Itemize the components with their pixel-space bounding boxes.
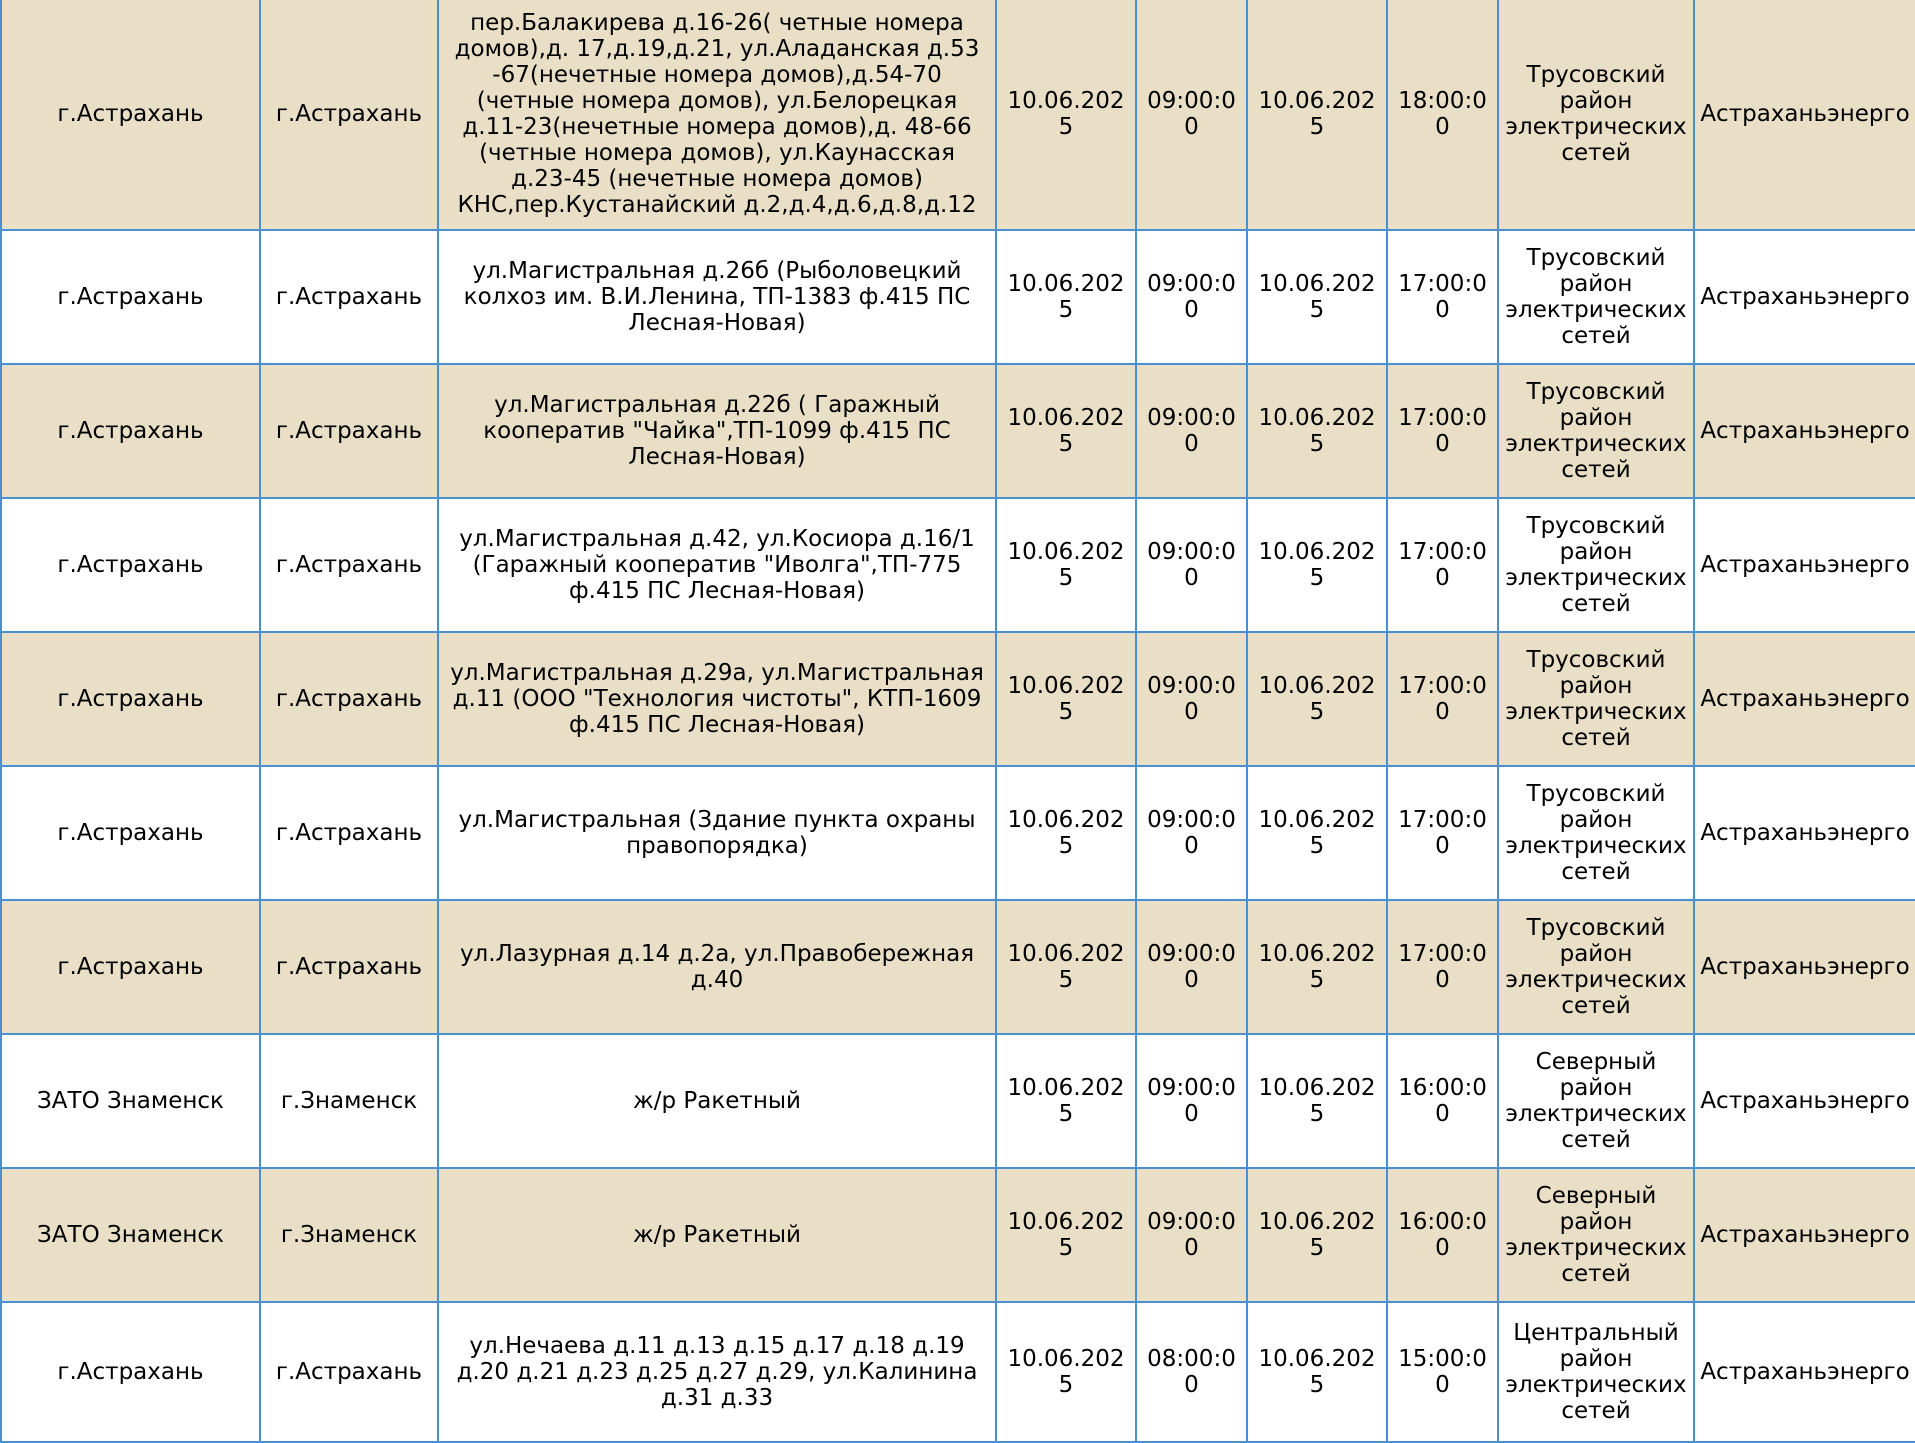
end-date-cell: 10.06.2025 <box>1247 364 1387 498</box>
end-date-cell: 10.06.2025 <box>1247 1302 1387 1442</box>
start-time-cell: 09:00:00 <box>1136 632 1247 766</box>
address-cell: ул.Нечаева д.11 д.13 д.15 д.17 д.18 д.19 д.20 д.21 д.23 д.25 д.27 д.29, ул.Калинина д.31 д.33 <box>438 1302 996 1442</box>
branch-cell: Трусовский район электрических сетей <box>1498 498 1694 632</box>
start-time-cell: 09:00:00 <box>1136 900 1247 1034</box>
organization-cell: Астраханьэнерго <box>1694 632 1915 766</box>
start-time-cell: 09:00:00 <box>1136 364 1247 498</box>
end-time-cell: 15:00:00 <box>1387 1302 1498 1442</box>
end-time-cell: 17:00:00 <box>1387 230 1498 364</box>
district-cell: г.Астрахань <box>1 1302 260 1442</box>
end-date-cell: 10.06.2025 <box>1247 230 1387 364</box>
locality-cell: г.Астрахань <box>260 900 438 1034</box>
district-cell: г.Астрахань <box>1 900 260 1034</box>
table-row <box>1 1034 1915 1168</box>
organization-cell: Астраханьэнерго <box>1694 766 1915 900</box>
organization-cell: Астраханьэнерго <box>1694 230 1915 364</box>
start-time-cell: 09:00:00 <box>1136 0 1247 230</box>
table-row <box>1 900 1915 1034</box>
start-date-cell: 10.06.2025 <box>996 1034 1136 1168</box>
start-time-cell: 09:00:00 <box>1136 230 1247 364</box>
table-row <box>1 364 1915 498</box>
start-date-cell: 10.06.2025 <box>996 1302 1136 1442</box>
locality-cell: г.Астрахань <box>260 0 438 230</box>
branch-cell: Трусовский район электрических сетей <box>1498 0 1694 230</box>
table-row <box>1 766 1915 900</box>
branch-cell: Северный район электрических сетей <box>1498 1168 1694 1302</box>
end-time-cell: 16:00:00 <box>1387 1034 1498 1168</box>
start-date-cell: 10.06.2025 <box>996 900 1136 1034</box>
address-cell: ул.Магистральная д.29а, ул.Магистральная д.11 (ООО "Технология чистоты", КТП-1609 ф.415 ПС Лесная-Новая) <box>438 632 996 766</box>
address-cell: пер.Балакирева д.16-26( четные номера домов),д. 17,д.19,д.21, ул.Аладанская д.53 -67(нечетные номера домов),д.54-70 (четные номера домов), ул.Белорецкая д.11-23(нечетные номера домов),д. 48-66 (четные номера домов), ул.Каунасская д.23-45 (нечетные номера домов) КНС,пер.Кустанайский д.2,д.4,д.6,д.8,д.12 <box>438 0 996 230</box>
end-time-cell: 17:00:00 <box>1387 632 1498 766</box>
start-date-cell: 10.06.2025 <box>996 632 1136 766</box>
end-date-cell: 10.06.2025 <box>1247 498 1387 632</box>
start-date-cell: 10.06.2025 <box>996 1168 1136 1302</box>
district-cell: г.Астрахань <box>1 0 260 230</box>
locality-cell: г.Астрахань <box>260 1302 438 1442</box>
table-row <box>1 230 1915 364</box>
organization-cell: Астраханьэнерго <box>1694 1034 1915 1168</box>
end-time-cell: 17:00:00 <box>1387 364 1498 498</box>
end-date-cell: 10.06.2025 <box>1247 900 1387 1034</box>
start-time-cell: 09:00:00 <box>1136 498 1247 632</box>
end-date-cell: 10.06.2025 <box>1247 1034 1387 1168</box>
table-row <box>1 632 1915 766</box>
branch-cell: Трусовский район электрических сетей <box>1498 632 1694 766</box>
table-row <box>1 1168 1915 1302</box>
address-cell: ж/р Ракетный <box>438 1168 996 1302</box>
locality-cell: г.Астрахань <box>260 364 438 498</box>
start-date-cell: 10.06.2025 <box>996 766 1136 900</box>
organization-cell: Астраханьэнерго <box>1694 1302 1915 1442</box>
start-date-cell: 10.06.2025 <box>996 230 1136 364</box>
locality-cell: г.Знаменск <box>260 1168 438 1302</box>
start-date-cell: 10.06.2025 <box>996 364 1136 498</box>
start-time-cell: 09:00:00 <box>1136 1168 1247 1302</box>
end-time-cell: 17:00:00 <box>1387 766 1498 900</box>
end-time-cell: 16:00:00 <box>1387 1168 1498 1302</box>
table-row <box>1 1302 1915 1442</box>
end-date-cell: 10.06.2025 <box>1247 632 1387 766</box>
branch-cell: Центральный район электрических сетей <box>1498 1302 1694 1442</box>
address-cell: ул.Магистральная д.22б ( Гаражный кооператив "Чайка",ТП-1099 ф.415 ПС Лесная-Новая) <box>438 364 996 498</box>
branch-cell: Трусовский район электрических сетей <box>1498 230 1694 364</box>
address-cell: ул.Магистральная д.26б (Рыболовецкий колхоз им. В.И.Ленина, ТП-1383 ф.415 ПС Лесная-Новая) <box>438 230 996 364</box>
locality-cell: г.Астрахань <box>260 766 438 900</box>
district-cell: ЗАТО Знаменск <box>1 1168 260 1302</box>
organization-cell: Астраханьэнерго <box>1694 900 1915 1034</box>
end-time-cell: 17:00:00 <box>1387 900 1498 1034</box>
locality-cell: г.Знаменск <box>260 1034 438 1168</box>
district-cell: г.Астрахань <box>1 766 260 900</box>
branch-cell: Трусовский район электрических сетей <box>1498 766 1694 900</box>
start-date-cell: 10.06.2025 <box>996 498 1136 632</box>
end-date-cell: 10.06.2025 <box>1247 1168 1387 1302</box>
address-cell: ж/р Ракетный <box>438 1034 996 1168</box>
address-cell: ул.Лазурная д.14 д.2а, ул.Правобережная д.40 <box>438 900 996 1034</box>
start-time-cell: 09:00:00 <box>1136 766 1247 900</box>
organization-cell: Астраханьэнерго <box>1694 498 1915 632</box>
district-cell: г.Астрахань <box>1 364 260 498</box>
branch-cell: Трусовский район электрических сетей <box>1498 364 1694 498</box>
end-date-cell: 10.06.2025 <box>1247 0 1387 230</box>
start-date-cell: 10.06.2025 <box>996 0 1136 230</box>
organization-cell: Астраханьэнерго <box>1694 364 1915 498</box>
address-cell: ул.Магистральная д.42, ул.Косиора д.16/1 (Гаражный кооператив "Иволга",ТП-775 ф.415 ПС Лесная-Новая) <box>438 498 996 632</box>
organization-cell: Астраханьэнерго <box>1694 1168 1915 1302</box>
district-cell: г.Астрахань <box>1 498 260 632</box>
branch-cell: Северный район электрических сетей <box>1498 1034 1694 1168</box>
locality-cell: г.Астрахань <box>260 230 438 364</box>
start-time-cell: 09:00:00 <box>1136 1034 1247 1168</box>
address-cell: ул.Магистральная (Здание пункта охраны правопорядка) <box>438 766 996 900</box>
district-cell: ЗАТО Знаменск <box>1 1034 260 1168</box>
locality-cell: г.Астрахань <box>260 632 438 766</box>
district-cell: г.Астрахань <box>1 632 260 766</box>
table-row <box>1 0 1915 230</box>
start-time-cell: 08:00:00 <box>1136 1302 1247 1442</box>
organization-cell: Астраханьэнерго <box>1694 0 1915 230</box>
district-cell: г.Астрахань <box>1 230 260 364</box>
table-row <box>1 498 1915 632</box>
locality-cell: г.Астрахань <box>260 498 438 632</box>
end-time-cell: 17:00:00 <box>1387 498 1498 632</box>
end-date-cell: 10.06.2025 <box>1247 766 1387 900</box>
end-time-cell: 18:00:00 <box>1387 0 1498 230</box>
branch-cell: Трусовский район электрических сетей <box>1498 900 1694 1034</box>
